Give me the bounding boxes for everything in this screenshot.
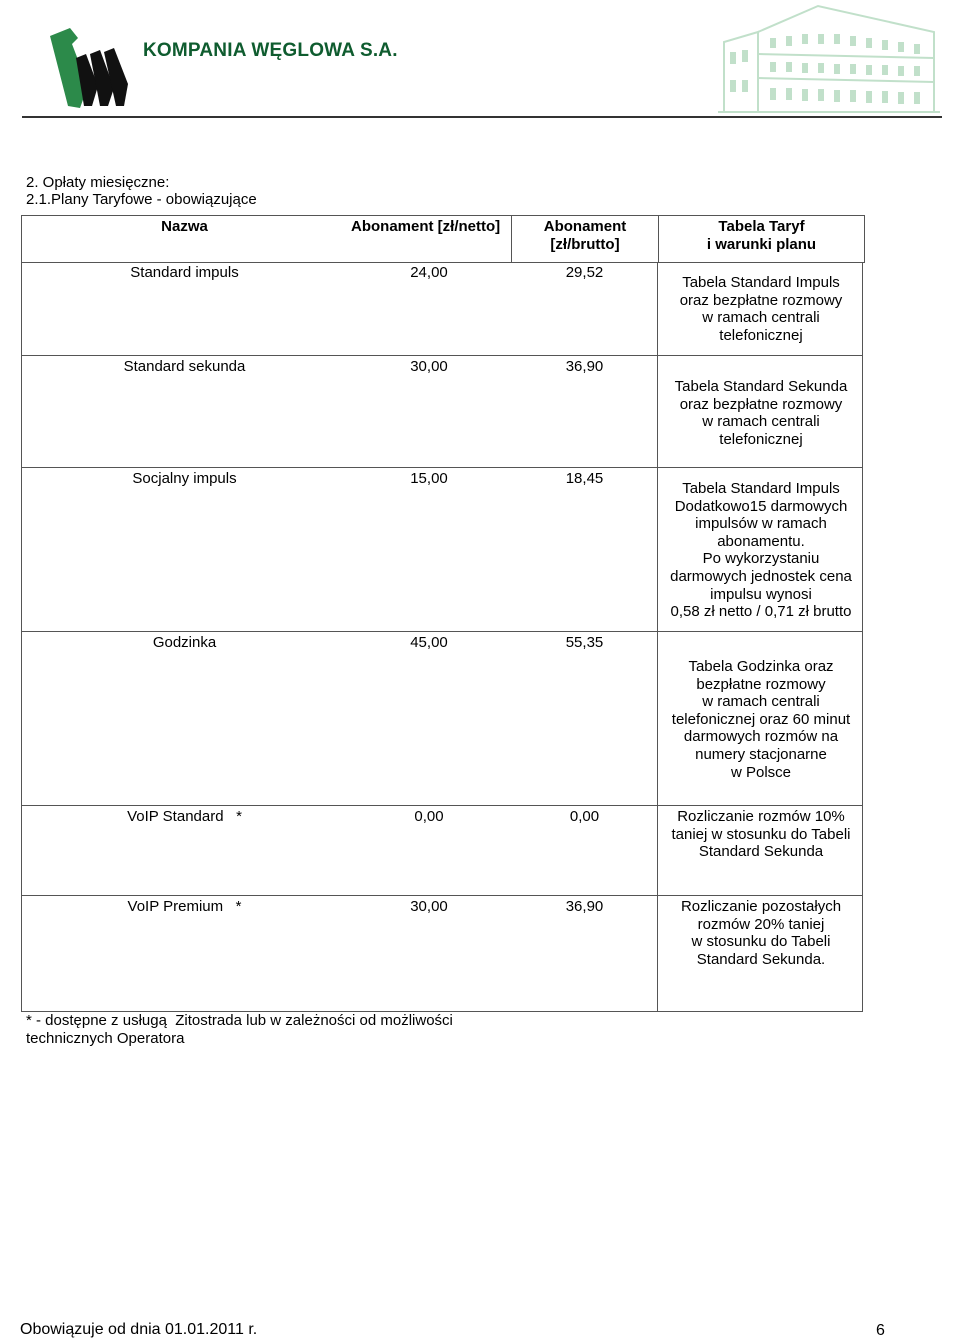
plan-terms-line: Rozliczanie pozostałych (680, 898, 842, 915)
price-net: 0,00 (414, 808, 444, 825)
plan-terms-line: telefonicznej (719, 430, 803, 448)
plan-terms-line: bezpłatne rozmowy (696, 675, 826, 693)
company-name: KOMPANIA WĘGLOWA S.A. (143, 40, 398, 61)
building-illustration-icon (718, 2, 940, 114)
plan-name: Standard impuls (130, 264, 239, 281)
terms-cell (657, 632, 863, 806)
terms-cell (657, 356, 863, 468)
header-divider (22, 116, 942, 118)
table-row (21, 806, 863, 896)
plan-terms-line: Tabela Standard Sekunda (674, 378, 848, 395)
plan-terms-line: rozmów 20% taniej (697, 915, 825, 933)
terms-cell (657, 468, 863, 632)
price-net: 30,00 (410, 898, 448, 915)
header-cells-left (22, 216, 512, 263)
terms-cell (657, 806, 863, 896)
header-terms-line1: Tabela Taryf (718, 218, 805, 235)
table-row (21, 896, 863, 1012)
section-heading: 2. Opłaty miesięczne: (26, 174, 170, 191)
plan-terms-line: Standard Sekunda (698, 843, 824, 861)
plan-name: Socjalny impuls (132, 470, 237, 487)
plan-terms-line: impulsu wynosi (710, 585, 812, 603)
plan-name: Godzinka (152, 634, 217, 651)
plan-terms-line: oraz bezpłatne rozmowy (679, 395, 843, 413)
plan-terms-line: numery stacjonarne (695, 745, 827, 763)
kw-logo-icon (48, 28, 128, 108)
plan-terms (658, 898, 864, 968)
price-net: 30,00 (410, 358, 448, 375)
page-number: 6 (876, 1322, 885, 1339)
price-gross: 55,35 (565, 634, 604, 651)
header-gross (512, 216, 659, 263)
plan-terms-line: Tabela Standard Impuls (682, 480, 840, 497)
plan-terms-line: Tabela Standard Impuls (682, 274, 840, 291)
plan-terms-line: abonamentu. (717, 532, 805, 550)
plan-terms-line: w ramach centrali (702, 309, 820, 327)
plan-terms-line: 0,58 zł netto / 0,71 zł brutto (670, 603, 852, 621)
table-row (21, 632, 863, 806)
header-gross-line2: [zł/brutto] (550, 236, 620, 253)
table-header-row (22, 216, 865, 263)
price-gross: 29,52 (565, 264, 604, 281)
footnote-line1: * - dostępne z usługą Zitostrada lub w zależności od możliwości (26, 1012, 453, 1029)
price-gross: 0,00 (569, 808, 600, 825)
plan-terms (658, 378, 864, 448)
price-net: 24,00 (410, 264, 448, 281)
plan-terms-line: w ramach centrali (702, 693, 820, 711)
plan-terms-line: taniej w stosunku do Tabeli (671, 825, 851, 843)
price-gross: 36,90 (565, 898, 604, 915)
plan-terms-line: w ramach centrali (702, 413, 820, 431)
header-net: Abonament [zł/netto] (351, 218, 501, 235)
plan-terms-line: Dodatkowo15 darmowych (674, 497, 848, 515)
plan-terms (658, 658, 864, 781)
plan-terms-line: impulsów w ramach (695, 515, 827, 533)
plan-terms-line: Standard Sekunda. (696, 950, 826, 968)
price-net: 15,00 (410, 470, 448, 487)
footnote (26, 1012, 453, 1048)
terms-cell (657, 262, 863, 356)
header-terms (659, 216, 865, 263)
plan-name: VoIP Standard * (127, 808, 242, 825)
plan-terms-line: darmowych jednostek cena (670, 567, 852, 585)
plan-name: VoIP Premium * (127, 898, 242, 915)
price-net: 45,00 (410, 634, 448, 651)
plan-terms-line: oraz bezpłatne rozmowy (679, 291, 843, 309)
plan-terms-line: Rozliczanie rozmów 10% (677, 808, 845, 825)
terms-cell (657, 896, 863, 1012)
table-row (21, 468, 863, 632)
plan-terms (658, 274, 864, 344)
price-gross: 36,90 (565, 358, 604, 375)
plan-terms (658, 480, 864, 621)
price-gross: 18,45 (565, 470, 604, 487)
plan-terms (658, 808, 864, 861)
page-header (0, 0, 960, 118)
header-name: Nazwa (161, 218, 208, 235)
plan-terms-line: w stosunku do Tabeli (691, 933, 831, 951)
plan-name: Standard sekunda (123, 358, 246, 375)
plan-terms-line: telefonicznej oraz 60 minut (671, 710, 851, 728)
footnote-line2: technicznych Operatora (26, 1030, 185, 1047)
header-gross-line1: Abonament (543, 218, 627, 235)
validity-date: Obowiązuje od dnia 01.01.2011 r. (20, 1321, 258, 1338)
subsection-heading: 2.1.Plany Taryfowe - obowiązujące (26, 191, 257, 208)
plan-terms-line: Tabela Godzinka oraz (688, 658, 834, 675)
plan-terms-line: telefonicznej (719, 326, 803, 344)
plan-terms-line: w Polsce (730, 763, 792, 781)
plan-terms-line: Po wykorzystaniu (702, 550, 820, 568)
table-row (21, 262, 863, 356)
table-row (21, 356, 863, 468)
tariff-plans-table (21, 215, 865, 263)
plan-terms-line: darmowych rozmów na (683, 728, 839, 746)
header-terms-line2: i warunki planu (706, 236, 817, 253)
